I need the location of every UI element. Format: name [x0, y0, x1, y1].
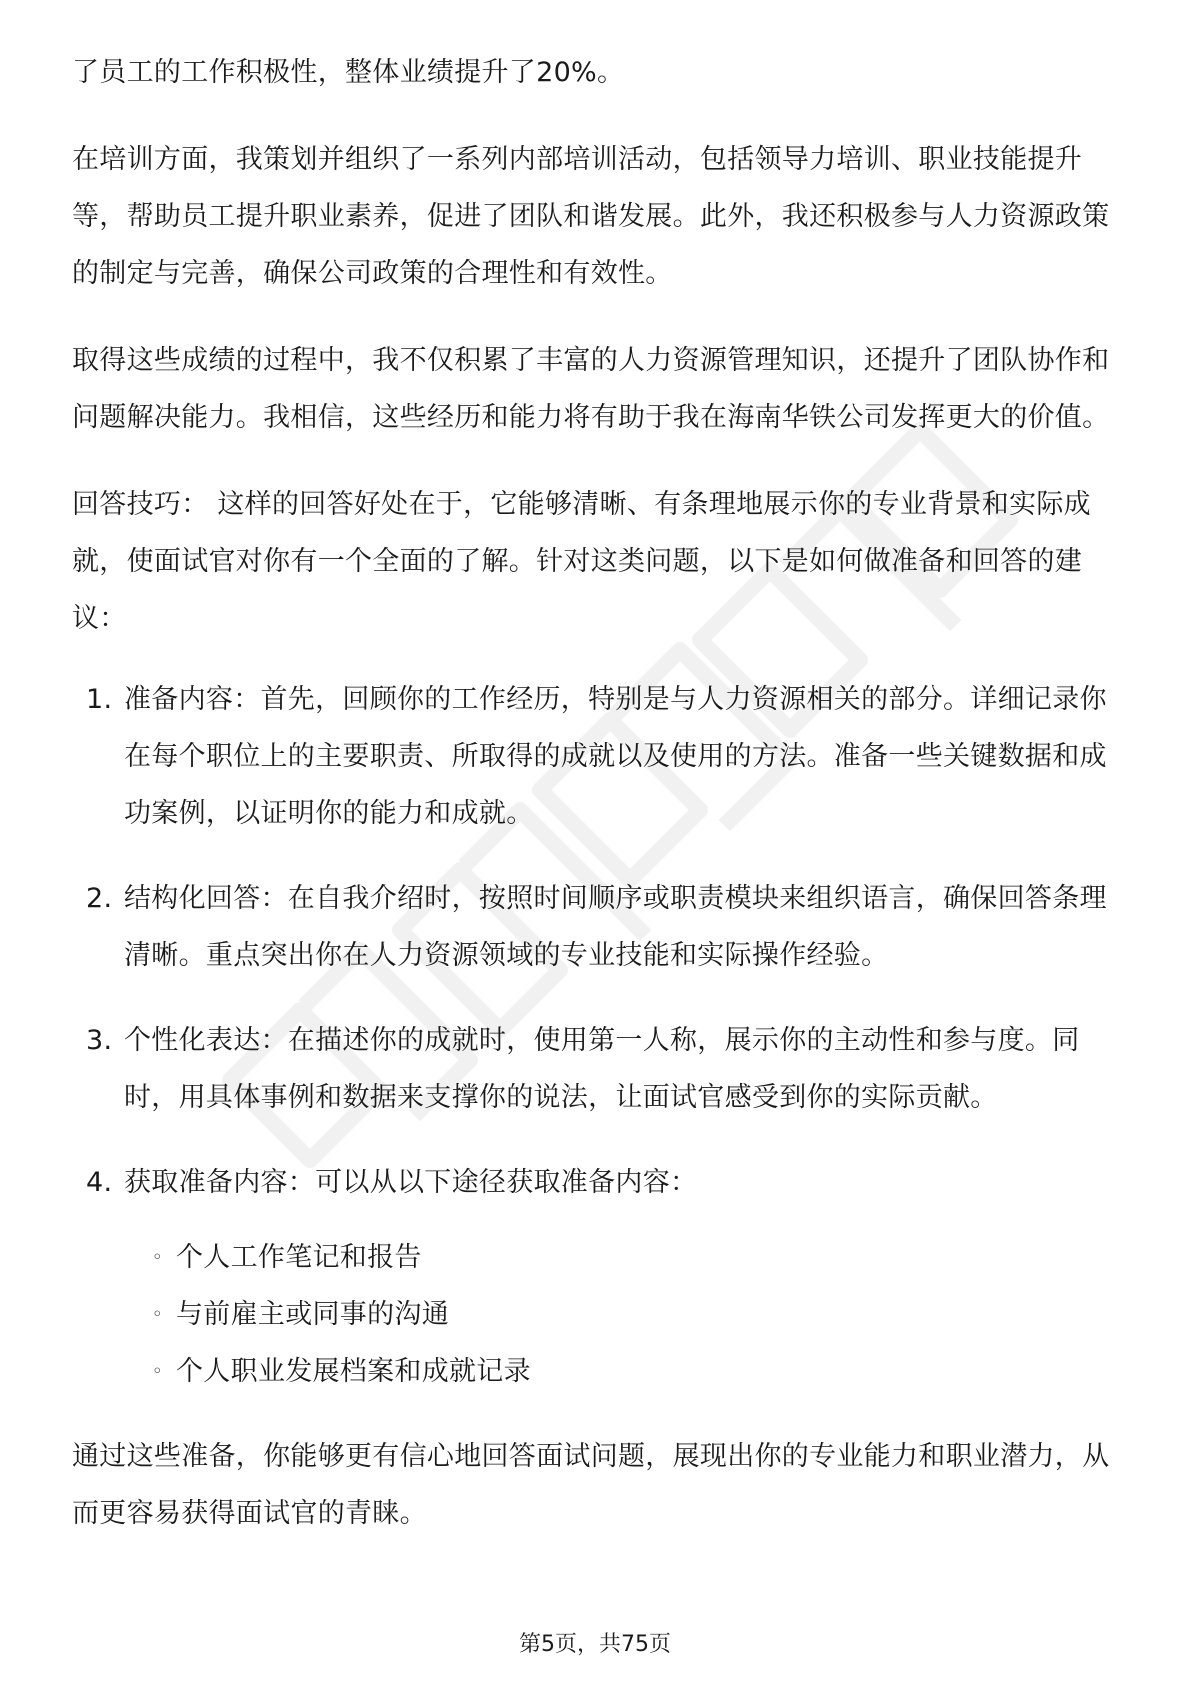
list-item	[72, 1012, 1122, 1126]
sublist-item	[72, 1343, 1122, 1400]
hollow-bullet-icon: ◦	[152, 1361, 163, 1382]
sublist-item-text: 与前雇主或同事的沟通	[176, 1299, 449, 1330]
list-item-text: 个性化表达：在描述你的成就时，使用第一人称，展示你的主动性和参与度。同时，用具体事例和数据来支撑你的说法，让面试官感受到你的实际贡献。	[124, 1025, 1080, 1113]
paragraph-answer-tips: 回答技巧： 这样的回答好处在于，它能够清晰、有条理地展示你的专业背景和实际成就，使面试官对你有一个全面的了解。针对这类问题，以下是如何做准备和回答的建议：	[72, 489, 1091, 634]
list-item-number: 3.	[86, 1025, 113, 1056]
page-number-footer: 第5页，共75页	[519, 1632, 671, 1657]
paragraph-closing: 通过这些准备，你能够更有信心地回答面试问题，展现出你的专业能力和职业潜力，从而更容易获得面试官的青睐。	[72, 1441, 1110, 1529]
list-item-number: 4.	[86, 1167, 113, 1198]
list-item-number: 1.	[86, 684, 113, 715]
sublist-item	[72, 1286, 1122, 1343]
paragraph-training: 在培训方面，我策划并组织了一系列内部培训活动，包括领导力培训、职业技能提升等，帮助员工提升职业素养，促进了团队和谐发展。此外，我还积极参与人力资源政策的制定与完善，确保公司政策的合理性和有效性。	[72, 144, 1110, 289]
list-item	[72, 671, 1122, 842]
hollow-bullet-icon: ◦	[152, 1247, 163, 1268]
hollow-bullet-icon: ◦	[152, 1304, 163, 1325]
list-item-number: 2.	[86, 883, 113, 914]
list-item	[72, 1154, 1122, 1211]
sources-sublist	[72, 1229, 1122, 1400]
paragraph-achievements: 取得这些成绩的过程中，我不仅积累了丰富的人力资源管理知识，还提升了团队协作和问题解决能力。我相信，这些经历和能力将有助于我在海南华铁公司发挥更大的价值。	[72, 345, 1110, 433]
paragraph-performance-result: 了员工的工作积极性，整体业绩提升了20%。	[72, 57, 625, 88]
sublist-item-text: 个人工作笔记和报告	[176, 1242, 422, 1273]
list-item-text: 获取准备内容：可以从以下途径获取准备内容：	[124, 1167, 698, 1198]
preparation-steps-list	[72, 671, 1122, 1211]
list-item-text: 准备内容：首先，回顾你的工作经历，特别是与人力资源相关的部分。详细记录你在每个职位上的主要职责、所取得的成就以及使用的方法。准备一些关键数据和成功案例，以证明你的能力和成就。	[124, 684, 1107, 829]
sublist-item-text: 个人职业发展档案和成就记录	[176, 1356, 531, 1387]
list-item-text: 结构化回答：在自我介绍时，按照时间顺序或职责模块来组织语言，确保回答条理清晰。重点突出你在人力资源领域的专业技能和实际操作经验。	[124, 883, 1107, 971]
list-item	[72, 870, 1122, 984]
sublist-item	[72, 1229, 1122, 1286]
document-body	[72, 44, 1122, 1542]
